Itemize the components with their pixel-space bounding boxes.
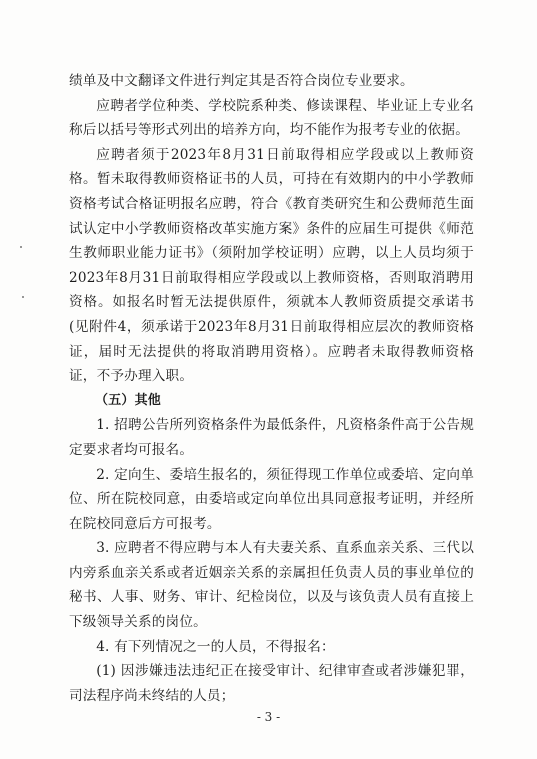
paragraph-degree-types: 应聘者学位种类、学校院系种类、修读课程、毕业证上专业名称后以括号等形式列出的培养方向，均不能作为报考专业的依据。 xyxy=(69,97,474,139)
page-number: - 3 - xyxy=(256,710,281,724)
document-body xyxy=(69,69,474,708)
list-item-2: 2. 定向生、委培生报名的，须征得现工作单位或委培、定向单位、所在院校同意，由委培或定向单位出具同意报考证明，并经所在院校同意后方可报考。 xyxy=(69,466,474,532)
list-item-4-sub-1: (1) 因涉嫌违法违纪正在接受审计、纪律审查或者涉嫌犯罪，司法程序尚未终结的人员； xyxy=(69,663,474,704)
section-heading-other: （五）其他 xyxy=(95,392,162,408)
scan-speck xyxy=(22,296,24,298)
paragraph-teacher-qualification: 应聘者须于2023年8月31日前取得相应学段或以上教师资格。暂未取得教师资格证书的人员，可持在有效期内的中小学教师资格考试合格证明报名应聘，符合《教育类研究生和公费师范生面试认定中小学教师资格改革实施方案》条件的应届生可提供《师范生教师职业能力证书》（须附加学校证明）应聘，以上人员均须于2023年8月31日前取得相应学段或以上教师资格，否则取消聘用资格。如报名时暂无法提供原件，须就本人教师资质提交承诺书(见附件4，须承诺于2023年8月31日前取得相应层次的教师资格证，届时无法提供的将取消聘用资格）。应聘者未取得教师资格证，不予办理入职。 xyxy=(69,146,474,385)
paragraph-continuation: 绩单及中文翻译文件进行判定其是否符合岗位专业要求。 xyxy=(69,73,414,89)
list-item-1: 1. 招聘公告所列资格条件为最低条件，凡资格条件高于公告规定要求者均可报名。 xyxy=(69,417,474,458)
list-item-4: 4. 有下列情况之一的人员，不得报名： xyxy=(96,638,335,655)
scan-speck xyxy=(20,246,22,248)
list-item-3: 3. 应聘者不得应聘与本人有夫妻关系、直系血亲关系、三代以内旁系血亲关系或者近姻亲关系的亲属担任负责人员的事业单位的秘书、人事、财务、审计、纪检岗位，以及与该负责人员有直接上下级领导关系的岗位。 xyxy=(69,540,474,631)
